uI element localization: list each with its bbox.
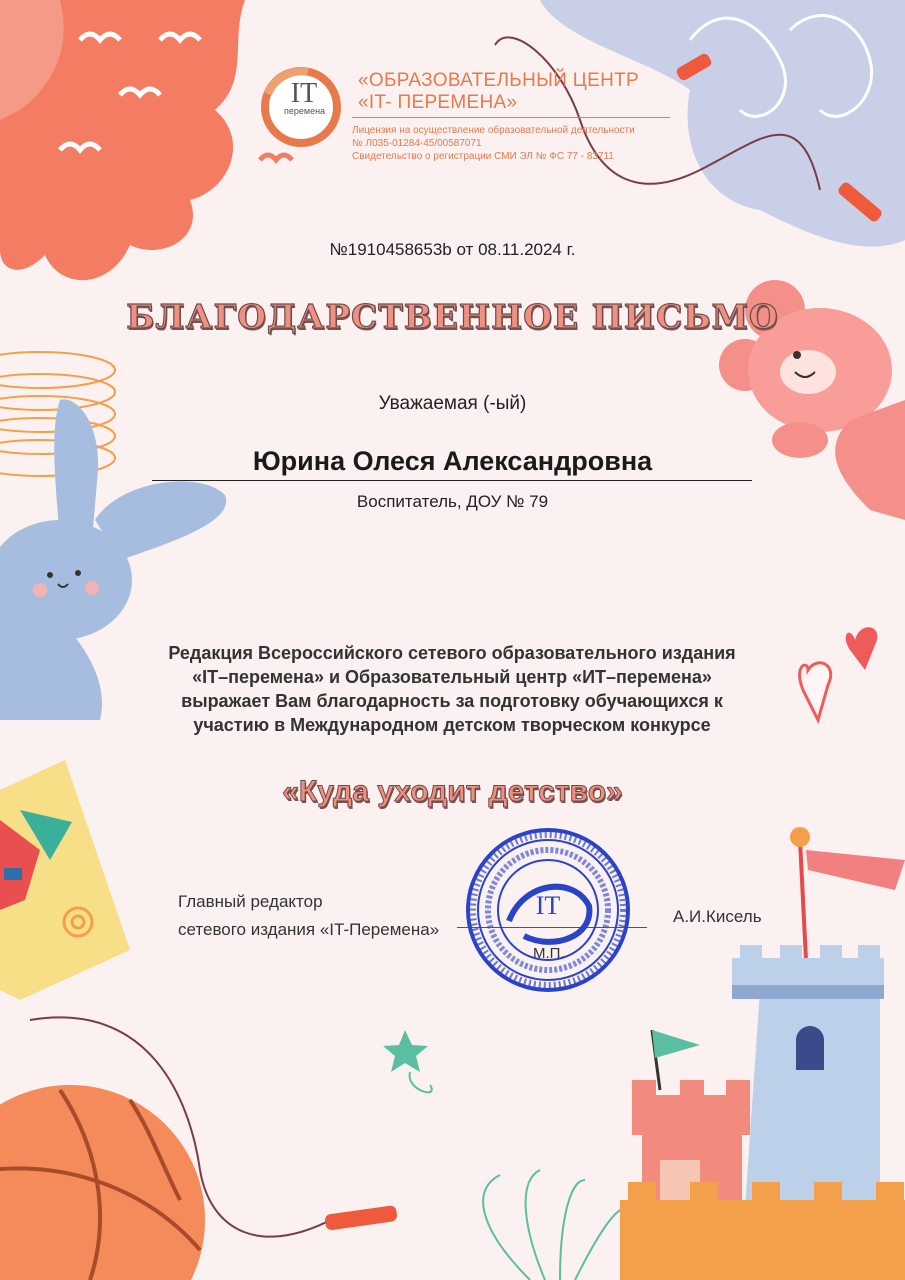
svg-text:IT: IT <box>535 891 561 920</box>
document-title: БЛАГОДАРСТВЕННОЕ ПИСЬМО <box>126 297 779 336</box>
star-illustration <box>383 1030 432 1092</box>
document-number: №1910458653b от 08.11.2024 г. <box>329 240 576 259</box>
logo-text <box>284 80 324 116</box>
signer-role-line2: сетевого издания «IT-Перемена» <box>178 920 440 939</box>
organization-details <box>352 124 635 163</box>
greeting: Уважаемая (-ый) <box>378 393 527 414</box>
organization-name-line2: «IT- ПЕРЕМЕНА» <box>358 92 518 113</box>
license-text: Лицензия на осуществление образовательной деятельности <box>352 125 635 136</box>
signer-role-line1: Главный редактор <box>178 892 323 911</box>
organization-name-line1: «ОБРАЗОВАТЕЛЬНЫЙ ЦЕНТР <box>358 70 639 91</box>
logo-it-text: IT <box>290 78 318 109</box>
logo-sub-text: перемена <box>284 106 326 116</box>
recipient-position: Воспитатель, ДОУ № 79 <box>356 492 549 511</box>
body-line: участию в Международном детском творческом конкурсе <box>193 715 711 735</box>
flower-illustration <box>0 0 292 280</box>
castle-illustration <box>620 827 905 1280</box>
signer-name: А.И.Кисель <box>673 907 762 926</box>
header-divider <box>352 117 670 118</box>
media-certificate: Свидетельство о регистрации СМИ ЭЛ № ФС 77 - 83711 <box>352 151 614 162</box>
organization-name <box>358 70 639 114</box>
body-line: Редакция Всероссийского сетевого образовательного издания <box>168 643 736 663</box>
shuttlecock-illustration <box>483 1170 630 1280</box>
body-text <box>150 641 754 737</box>
contest-name: «Куда уходит детство» <box>282 775 623 808</box>
recipient-underline <box>152 480 752 481</box>
recipient-name: Юрина Олеся Александровна <box>252 446 653 476</box>
body-line: «IT–перемена» и Образовательный центр «ИТ–перемена» <box>192 667 712 687</box>
hearts-illustration <box>800 627 878 720</box>
license-number: № Л035-01284-45/00587071 <box>352 138 482 149</box>
stamp-mark: М.П. <box>533 945 565 962</box>
body-line: выражает Вам благодарность за подготовку обучающихся к <box>181 691 723 711</box>
official-stamp-icon <box>464 826 632 994</box>
signer-role <box>178 888 439 944</box>
ball-illustration <box>0 1017 398 1280</box>
